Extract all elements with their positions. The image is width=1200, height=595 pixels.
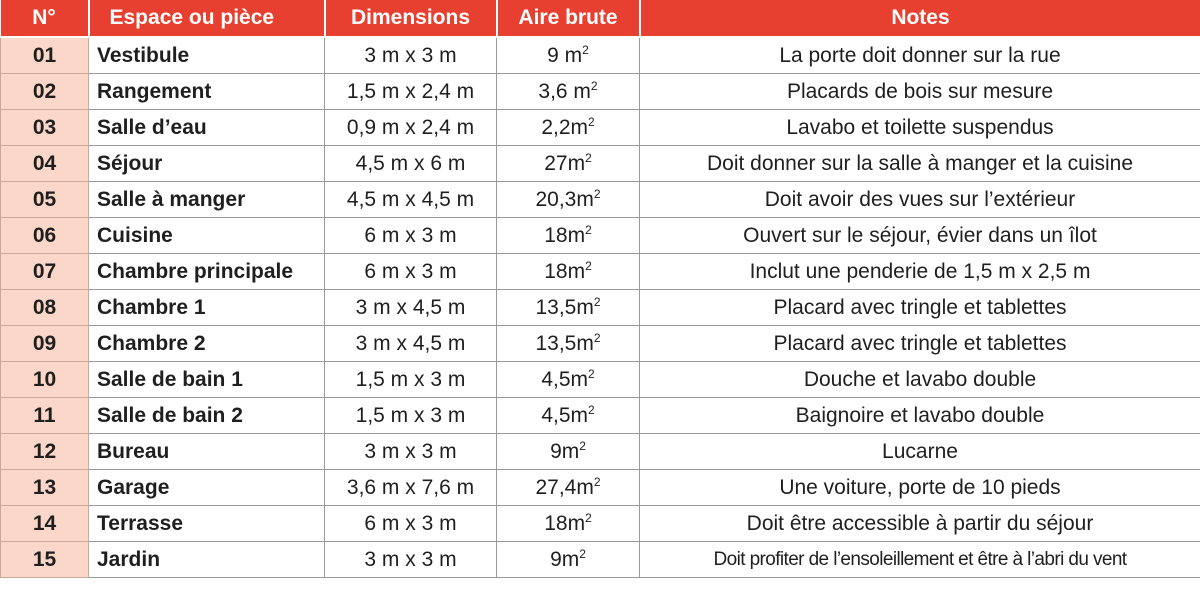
- room-area: $9m^2$: [497, 434, 640, 470]
- table-row: [1, 110, 1200, 146]
- room-name: Séjour: [89, 146, 325, 182]
- row-number: 03: [1, 110, 89, 146]
- room-dimensions: 1,5 m x 3 m: [325, 362, 497, 398]
- room-dimensions: 3 m x 3 m: [325, 434, 497, 470]
- room-name: Salle d’eau: [89, 110, 325, 146]
- header-room: Espace ou pièce: [89, 0, 325, 37]
- room-area: $2,2m^2$: [497, 110, 640, 146]
- room-notes: Placard avec tringle et tablettes: [640, 326, 1200, 362]
- area-unit-exponent: 2: [579, 438, 586, 453]
- header-num: N°: [1, 0, 89, 37]
- table-row: [1, 398, 1200, 434]
- row-number: 15: [1, 542, 89, 578]
- table-row: [1, 542, 1200, 578]
- table-row: [1, 37, 1200, 74]
- area-unit-exponent: 2: [579, 546, 586, 561]
- room-name: Vestibule: [89, 37, 325, 74]
- row-number: 13: [1, 470, 89, 506]
- room-area: $18m^2$: [497, 218, 640, 254]
- area-unit-exponent: 2: [593, 474, 601, 489]
- area-unit-exponent: 2: [590, 78, 598, 93]
- room-name: Chambre 1: [89, 290, 325, 326]
- room-notes: Ouvert sur le séjour, évier dans un îlot: [640, 218, 1200, 254]
- room-area: $27,4m^2$: [497, 470, 640, 506]
- area-unit-exponent: 2: [593, 330, 601, 345]
- area-unit-exponent: 2: [593, 294, 601, 309]
- room-dimensions: 6 m x 3 m: [325, 254, 497, 290]
- row-number: 04: [1, 146, 89, 182]
- area-unit-exponent: 2: [585, 258, 592, 273]
- room-notes: Doit avoir des vues sur l’extérieur: [640, 182, 1200, 218]
- table-row: [1, 146, 1200, 182]
- room-notes: Baignoire et lavabo double: [640, 398, 1200, 434]
- area-unit-exponent: 2: [588, 402, 595, 417]
- header-row: [1, 0, 1200, 37]
- room-name: Terrasse: [89, 506, 325, 542]
- room-dimensions: 3 m x 3 m: [325, 37, 497, 74]
- row-number: 08: [1, 290, 89, 326]
- row-number: 05: [1, 182, 89, 218]
- room-name: Salle de bain 2: [89, 398, 325, 434]
- room-notes: Placard avec tringle et tablettes: [640, 290, 1200, 326]
- header-area: Aire brute: [497, 0, 640, 37]
- row-number: 07: [1, 254, 89, 290]
- room-dimensions: 6 m x 3 m: [325, 506, 497, 542]
- room-area: $27m^2$: [497, 146, 640, 182]
- row-number: 02: [1, 74, 89, 110]
- area-unit-exponent: 2: [588, 366, 595, 381]
- room-notes: Lucarne: [640, 434, 1200, 470]
- table-row: [1, 506, 1200, 542]
- room-area: $13,5m^2$: [497, 326, 640, 362]
- room-notes: Doit être accessible à partir du séjour: [640, 506, 1200, 542]
- room-dimensions: 1,5 m x 3 m: [325, 398, 497, 434]
- table-row: [1, 218, 1200, 254]
- room-area: $18m^2$: [497, 506, 640, 542]
- row-number: 11: [1, 398, 89, 434]
- row-number: 14: [1, 506, 89, 542]
- room-area: 3,6 $m^2$: [497, 74, 640, 110]
- room-name: Rangement: [89, 74, 325, 110]
- area-unit-exponent: 2: [588, 114, 595, 129]
- room-notes: La porte doit donner sur la rue: [640, 37, 1200, 74]
- room-dimensions: 4,5 m x 4,5 m: [325, 182, 497, 218]
- table-row: [1, 470, 1200, 506]
- room-dimensions: 4,5 m x 6 m: [325, 146, 497, 182]
- row-number: 12: [1, 434, 89, 470]
- room-area: $9m^2$: [497, 542, 640, 578]
- room-dimensions: 3 m x 4,5 m: [325, 326, 497, 362]
- table-row: [1, 326, 1200, 362]
- room-area: $20,3m^2$: [497, 182, 640, 218]
- room-name: Salle à manger: [89, 182, 325, 218]
- row-number: 06: [1, 218, 89, 254]
- room-area: $4,5m^2$: [497, 398, 640, 434]
- room-notes: Douche et lavabo double: [640, 362, 1200, 398]
- row-number: 10: [1, 362, 89, 398]
- room-name: Chambre principale: [89, 254, 325, 290]
- area-unit-exponent: 2: [585, 222, 592, 237]
- room-name: Salle de bain 1: [89, 362, 325, 398]
- area-unit-exponent: 2: [585, 150, 592, 165]
- table-header: [1, 0, 1200, 37]
- area-unit-exponent: 2: [582, 42, 589, 57]
- room-area: 9 $m^2$: [497, 37, 640, 74]
- room-name: Cuisine: [89, 218, 325, 254]
- room-name: Bureau: [89, 434, 325, 470]
- room-notes: Lavabo et toilette suspendus: [640, 110, 1200, 146]
- table-row: [1, 290, 1200, 326]
- table-row: [1, 74, 1200, 110]
- table-row: [1, 182, 1200, 218]
- room-dimensions: 3 m x 4,5 m: [325, 290, 497, 326]
- row-number: 09: [1, 326, 89, 362]
- area-unit-exponent: 2: [593, 186, 601, 201]
- room-dimensions: 1,5 m x 2,4 m: [325, 74, 497, 110]
- table-body: [1, 37, 1200, 578]
- room-dimensions: 3,6 m x 7,6 m: [325, 470, 497, 506]
- room-name: Jardin: [89, 542, 325, 578]
- room-area: $13,5m^2$: [497, 290, 640, 326]
- room-name: Garage: [89, 470, 325, 506]
- table-row: [1, 434, 1200, 470]
- room-notes: Placards de bois sur mesure: [640, 74, 1200, 110]
- room-notes: Inclut une penderie de 1,5 m x 2,5 m: [640, 254, 1200, 290]
- room-area: $4,5m^2$: [497, 362, 640, 398]
- room-name: Chambre 2: [89, 326, 325, 362]
- header-notes: Notes: [640, 0, 1200, 37]
- room-notes: Une voiture, porte de 10 pieds: [640, 470, 1200, 506]
- room-dimensions: 3 m x 3 m: [325, 542, 497, 578]
- room-notes: Doit donner sur la salle à manger et la cuisine: [640, 146, 1200, 182]
- room-area: $18m^2$: [497, 254, 640, 290]
- room-notes: Doit profiter de l’ensoleillement et être à l’abri du vent: [640, 542, 1200, 578]
- table-row: [1, 254, 1200, 290]
- table-row: [1, 362, 1200, 398]
- area-unit-exponent: 2: [585, 510, 592, 525]
- header-dimensions: Dimensions: [325, 0, 497, 37]
- room-dimensions: 6 m x 3 m: [325, 218, 497, 254]
- room-dimensions: 0,9 m x 2,4 m: [325, 110, 497, 146]
- row-number: 01: [1, 37, 89, 74]
